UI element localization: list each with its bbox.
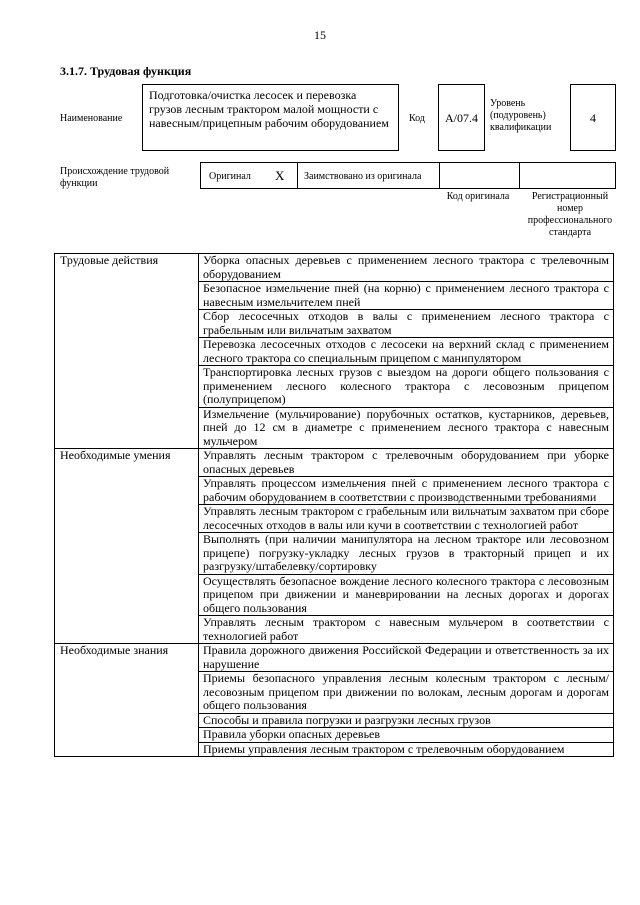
function-name-value: Подготовка/очистка лесосек и перевозка грузов лесным трактором малой мощности с навесным/прицепным рабочим оборудованием bbox=[149, 88, 389, 130]
level-box bbox=[570, 84, 616, 151]
table-row bbox=[55, 254, 614, 282]
origin-label: Происхождение трудовой функции bbox=[60, 166, 170, 189]
item-cell: Управлять лесным трактором с трелевочным оборудованием при уборке опасных деревьев bbox=[199, 449, 614, 477]
name-label: Наименование bbox=[60, 113, 123, 124]
code-value: А/07.4 bbox=[445, 110, 478, 125]
item-cell: Приемы безопасного управления лесным колесным трактором с лесным/лесовозным прицепом при движении по волокам, лесным дорогам и дорогам общего пользования bbox=[199, 672, 614, 714]
divider bbox=[297, 163, 298, 188]
table-row bbox=[55, 449, 614, 477]
table-row bbox=[55, 644, 614, 672]
item-cell: Уборка опасных деревьев с применением лесного трактора с трелевочным оборудованием bbox=[199, 254, 614, 282]
item-cell: Безопасное измельчение пней (на корню) с применением лесного трактора с навесным измельчителем пней bbox=[199, 282, 614, 310]
divider bbox=[519, 163, 520, 188]
item-cell: Транспортировка лесных грузов с выездом на дороги общего пользования с применением лесного колесного трактора с лесовозным прицепом (полуприцепом) bbox=[199, 366, 614, 408]
origin-table bbox=[200, 162, 616, 189]
divider bbox=[439, 163, 440, 188]
item-cell: Управлять процессом измельчения пней с применением лесного трактора с рабочим оборудованием в соответствии с производственными требованиями bbox=[199, 477, 614, 505]
code-box bbox=[438, 84, 485, 151]
page-number: 15 bbox=[314, 28, 326, 42]
item-cell: Правила дорожного движения Российской Федерации и ответственность за их нарушение bbox=[199, 644, 614, 672]
item-cell: Управлять лесным трактором с навесным мульчером в соответствии с технологией работ bbox=[199, 616, 614, 644]
code-label: Код bbox=[409, 113, 425, 124]
category-cell: Необходимые умения bbox=[55, 449, 199, 644]
item-cell: Сбор лесосечных отходов в валы с применением лесного трактора с грабельным или вильчатым захватом bbox=[199, 310, 614, 338]
level-value: 4 bbox=[590, 110, 596, 125]
item-cell: Способы и правила погрузки и разгрузки лесных грузов bbox=[199, 713, 614, 728]
category-cell: Необходимые знания bbox=[55, 644, 199, 757]
original-label: Оригинал bbox=[209, 171, 251, 182]
reg-number-label: Регистрационный номер профессионального стандарта bbox=[527, 191, 613, 238]
level-label: Уровень (подуровень) квалификации bbox=[490, 98, 552, 133]
item-cell: Приемы управления лесным трактором с трелевочным оборудованием bbox=[199, 742, 614, 757]
item-cell: Правила уборки опасных деревьев bbox=[199, 728, 614, 743]
section-title: 3.1.7. Трудовая функция bbox=[60, 64, 192, 78]
item-cell: Перевозка лесосечных отходов с лесосеки на верхний склад с применением лесного трактора со специальным прицепом с манипулятором bbox=[199, 338, 614, 366]
borrowed-label: Заимствовано из оригинала bbox=[304, 171, 422, 182]
function-name-box bbox=[142, 84, 399, 151]
item-cell: Осуществлять безопасное вождение лесного колесного трактора с лесовозным прицепом при движении и маневрировании на лесных дорогах и дорогах общего пользования bbox=[199, 574, 614, 616]
item-cell: Управлять лесным трактором с грабельным или вильчатым захватом при сборе лесосечных отходов в валы или кучи в соответствии с технологией работ bbox=[199, 505, 614, 533]
category-cell: Трудовые действия bbox=[55, 254, 199, 449]
code-original-label: Код оригинала bbox=[446, 191, 510, 202]
original-mark: Х bbox=[275, 168, 285, 183]
item-cell: Измельчение (мульчирование) порубочных остатков, кустарников, деревьев, пней до 12 см в диаметре с применением лесного трактора с навесным мульчером bbox=[199, 407, 614, 449]
item-cell: Выполнять (при наличии манипулятора на лесном тракторе или лесовозном прицепе) погрузку-укладку лесных грузов в тракторный прицеп и их разгрузку/штабелевку/сортировку bbox=[199, 533, 614, 575]
function-details-table bbox=[54, 253, 614, 757]
